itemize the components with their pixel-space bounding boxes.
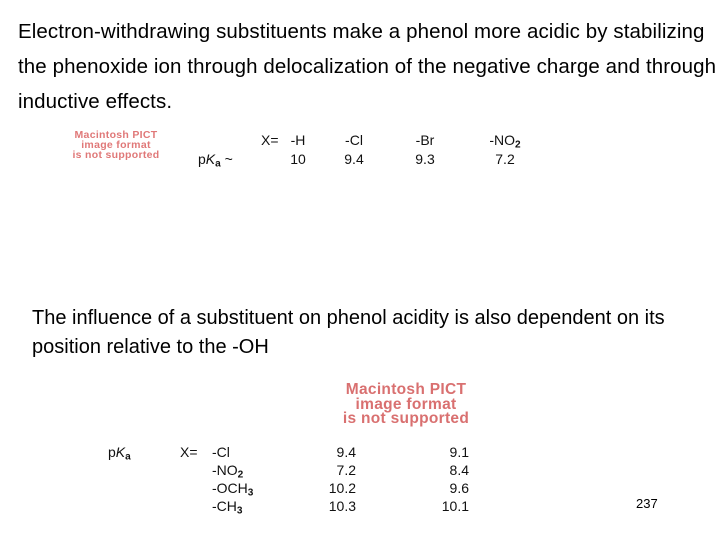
substituent-no2 xyxy=(478,131,532,149)
pict-line-1: Macintosh PICT xyxy=(345,381,467,398)
value-column-1 xyxy=(316,443,356,515)
substituent-ch3 xyxy=(212,497,292,515)
value-br: 9.3 xyxy=(415,151,435,167)
page-number: 237 xyxy=(636,496,658,511)
pka-sub: a xyxy=(215,158,221,170)
pict-line-3: is not supported xyxy=(342,410,470,428)
pka-sub: a xyxy=(125,451,131,463)
pict-line-3: is not supported xyxy=(72,148,160,161)
value-cell: 10.3 xyxy=(328,498,356,514)
substituent-och3 xyxy=(212,479,292,497)
pict-placeholder-image-2 xyxy=(288,383,524,427)
value-cell: 9.1 xyxy=(449,444,469,460)
value-cell: 9.6 xyxy=(449,480,469,496)
substituent-text: -Cl xyxy=(345,132,363,148)
value-cell: 8.4 xyxy=(449,462,469,478)
x-label-2: X= xyxy=(180,444,198,460)
substituent-h xyxy=(278,131,318,149)
substituent-sub: 3 xyxy=(236,505,243,517)
substituent-no2 xyxy=(212,461,292,479)
pka-label-2 xyxy=(108,443,131,461)
substituent-text: -Br xyxy=(415,132,435,148)
substituent-text: -OCH xyxy=(212,480,248,496)
value-column-2 xyxy=(429,443,469,515)
value-no2: 7.2 xyxy=(495,151,515,167)
value-cell: 10.1 xyxy=(441,498,469,514)
substituent-cl xyxy=(334,131,374,149)
position-paragraph: The influence of a substituent on phenol acidity is also dependent on its position relative to the -OH xyxy=(32,307,665,358)
pka-prefix: p xyxy=(108,444,116,460)
value-cl: 9.4 xyxy=(344,151,364,167)
pka-italic: K xyxy=(205,151,216,167)
pka-label-1 xyxy=(198,150,233,168)
value-cell: 10.2 xyxy=(328,480,356,496)
pict-line-2: image format xyxy=(81,138,151,151)
pka-prefix: p xyxy=(198,151,206,167)
intro-paragraph: Electron-withdrawing substituents make a phenol more acidic by stabilizing the phenoxide ion through delocalization of the negative charge and through inductive effects. xyxy=(18,20,717,113)
substituent-text: -Cl xyxy=(212,444,230,460)
substituent-br xyxy=(405,131,445,149)
substituent-cl xyxy=(212,443,292,461)
value-cell: 9.4 xyxy=(336,444,356,460)
substituent-text: -H xyxy=(290,132,306,148)
pict-line-1: Macintosh PICT xyxy=(74,129,158,141)
x-label-1: X= xyxy=(261,132,279,148)
substituent-sub: 2 xyxy=(515,139,521,151)
substituent-text: -NO xyxy=(212,462,238,478)
substituent-sub: 2 xyxy=(237,469,244,481)
value-h: 10 xyxy=(290,151,306,167)
substituent-text: -CH xyxy=(212,498,237,514)
pka-suffix: ~ xyxy=(220,151,233,167)
substituent-list xyxy=(212,443,292,515)
pka-italic: K xyxy=(115,444,126,460)
substituent-sub: 3 xyxy=(247,487,254,499)
substituent-text: -NO xyxy=(489,132,516,148)
value-cell: 7.2 xyxy=(336,462,356,478)
pict-line-2: image format xyxy=(355,395,457,413)
pict-placeholder-image-1 xyxy=(62,131,170,161)
